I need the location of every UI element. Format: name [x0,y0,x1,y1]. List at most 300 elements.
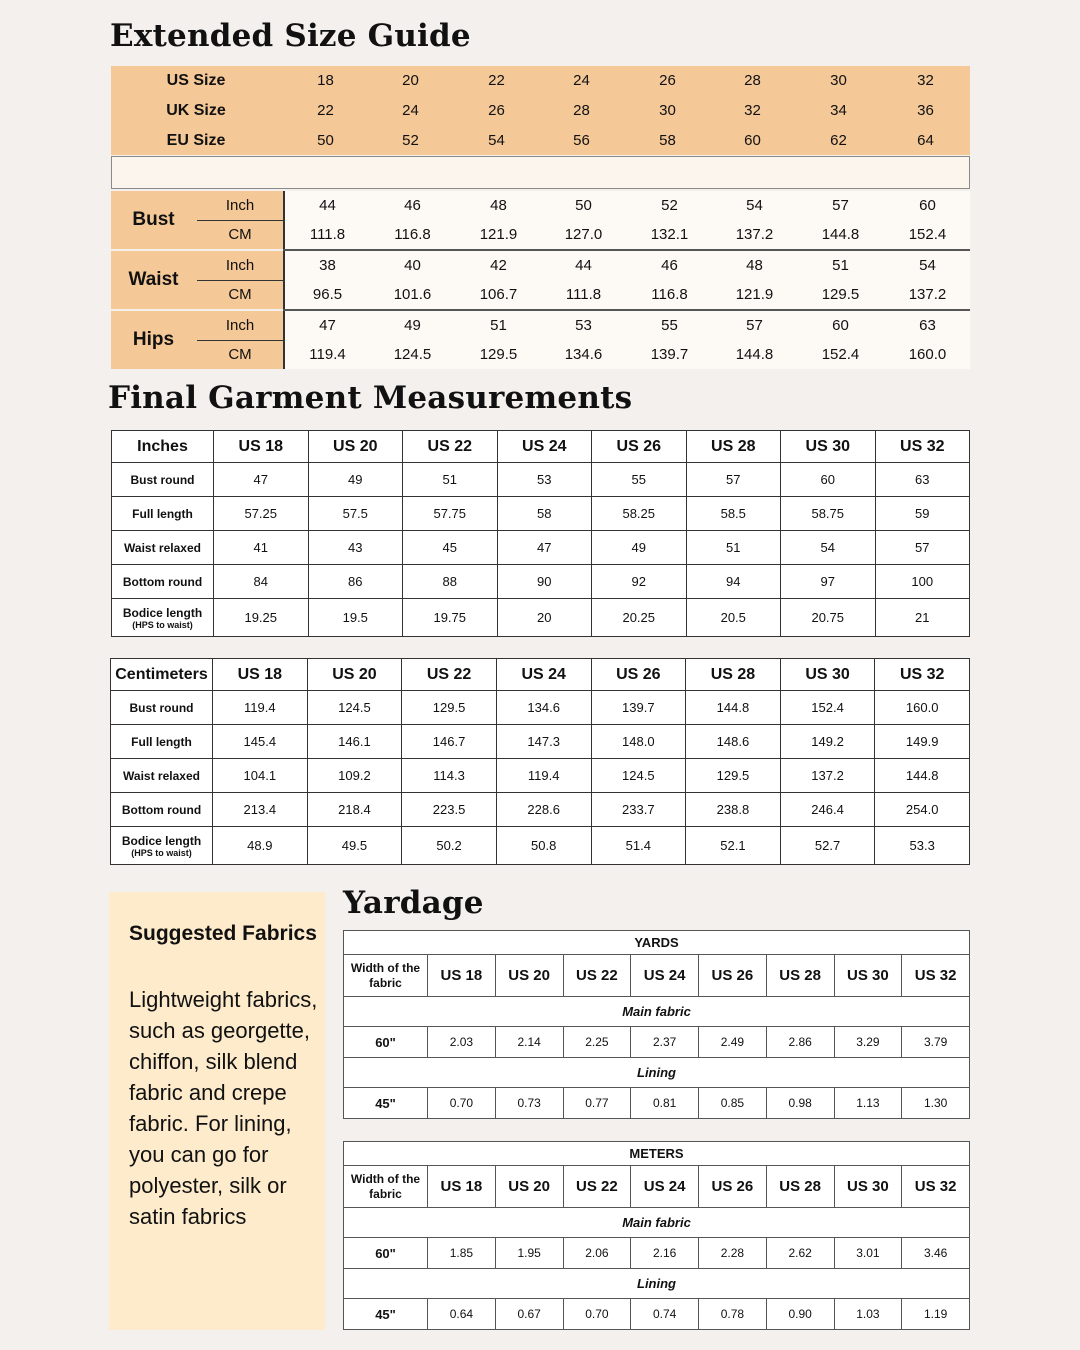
garment-cell: 86 [308,565,403,599]
yardage-value: 0.74 [631,1299,699,1330]
size-header-value: 26 [488,102,505,119]
garment-cell: 49 [308,463,403,497]
garment-cell: 51.4 [591,827,686,865]
garment-centimeters-table [110,658,970,865]
garment-cell: 148.0 [591,725,686,759]
garment-cell: 129.5 [686,759,781,793]
garment-row-label [111,691,213,725]
yardage-value: 0.64 [428,1299,496,1330]
garment-cell: 213.4 [213,793,308,827]
measurement-group-bust [111,191,970,249]
yardage-caption: YARDS [344,931,970,955]
measurement-value-cm: 111.8 [309,226,346,243]
yardage-value: 2.14 [495,1027,563,1058]
garment-row [112,599,970,637]
garment-row [112,463,970,497]
garment-cell: 58 [497,497,592,531]
garment-cell: 139.7 [591,691,686,725]
garment-cell: 51 [686,531,781,565]
garment-cell: 57 [875,531,970,565]
measurement-value-inch: 51 [490,317,507,334]
garment-size-header: US 22 [402,659,497,691]
yardage-value: 1.03 [834,1299,902,1330]
yardage-size-header: US 26 [699,1166,767,1208]
fabric-width-value: 45" [344,1299,428,1330]
measurement-value-cm: 101.6 [393,286,432,303]
measurement-value-inch: 51 [832,257,849,274]
size-header-value: 24 [402,102,419,119]
garment-cell: 246.4 [780,793,875,827]
measurement-value-cm: 129.5 [479,346,518,363]
size-header-value: 50 [317,132,334,149]
garment-cell: 104.1 [213,759,308,793]
yardage-value: 2.62 [766,1238,834,1269]
measurement-value-cm: 116.8 [651,286,688,303]
garment-cell: 124.5 [591,759,686,793]
measurement-value-inch: 48 [490,197,507,214]
garment-cell: 47 [497,531,592,565]
garment-cell: 146.7 [402,725,497,759]
garment-row [111,827,970,865]
yardage-value: 0.98 [766,1088,834,1119]
measurement-value-inch: 42 [490,257,507,274]
size-header-row [111,126,970,156]
measurement-value-cm: 121.9 [479,226,518,243]
garment-cell: 119.4 [496,759,591,793]
size-header-value: 64 [917,132,934,149]
garment-cell: 218.4 [307,793,402,827]
yardage-yards-table [343,930,970,1119]
size-header-value: 22 [488,72,505,89]
garment-cell: 59 [875,497,970,531]
garment-row [111,691,970,725]
garment-cell: 144.8 [875,759,970,793]
yardage-section-label: Main fabric [344,1208,970,1238]
garment-row-label-text: Bust round [130,472,195,487]
garment-cell: 47 [214,463,309,497]
measurement-value-cm: 111.8 [565,286,602,303]
yardage-size-header: US 18 [428,955,496,997]
yardage-size-header: US 32 [902,955,970,997]
garment-row [111,793,970,827]
yardage-size-header: US 24 [631,1166,699,1208]
garment-cell: 57 [686,463,781,497]
size-header-value: 24 [573,72,590,89]
yardage-value: 0.73 [495,1088,563,1119]
garment-size-header: US 22 [403,431,498,463]
garment-cell: 228.6 [496,793,591,827]
measurement-value-cm: 127.0 [564,226,603,243]
yardage-value: 2.16 [631,1238,699,1269]
garment-size-header: US 18 [213,659,308,691]
yardage-value: 1.85 [428,1238,496,1269]
garment-size-header: US 18 [214,431,309,463]
measurement-group-label-cell [111,311,283,369]
garment-row [111,725,970,759]
garment-cell: 124.5 [307,691,402,725]
size-header-value: 54 [488,132,505,149]
size-header-value: 18 [317,72,334,89]
measurement-value-inch: 52 [661,197,678,214]
measurement-value-inch: 55 [661,317,678,334]
size-header-value: 52 [402,132,419,149]
size-header-row [111,96,970,126]
fabric-width-value: 60" [344,1238,428,1269]
yardage-section-label: Main fabric [344,997,970,1027]
measurement-value-cm: 152.4 [821,346,860,363]
garment-size-header: US 26 [591,659,686,691]
garment-cell: 254.0 [875,793,970,827]
fabric-width-value: 60" [344,1027,428,1058]
garment-cell: 145.4 [213,725,308,759]
yardage-value-row [344,1238,970,1269]
measurement-values-cell [283,251,970,309]
size-header-value: 26 [659,72,676,89]
garment-cell: 20 [497,599,592,637]
measurement-group-name: Waist [128,269,179,290]
measurement-group-hips [111,311,970,369]
yardage-value: 2.86 [766,1027,834,1058]
garment-size-header: US 32 [875,431,970,463]
garment-cell: 48.9 [213,827,308,865]
garment-row-sublabel: (HPS to waist) [132,619,193,630]
measurement-value-cm: 121.9 [735,286,774,303]
measurement-value-cm: 137.2 [908,286,947,303]
garment-cell: 49 [592,531,687,565]
garment-cell: 52.1 [686,827,781,865]
garment-title: Final Garment Measurements [108,380,633,416]
measurement-values-cell [283,311,970,369]
yardage-value: 3.29 [834,1027,902,1058]
garment-row [112,497,970,531]
size-header-value: 28 [573,102,590,119]
yardage-value: 0.67 [495,1299,563,1330]
garment-cell: 92 [592,565,687,599]
garment-row-label-text: Bottom round [121,802,202,817]
measurement-value-inch: 54 [919,257,936,274]
measurement-group-label-cell [111,251,283,309]
garment-cell: 223.5 [402,793,497,827]
garment-row-label [112,463,214,497]
yardage-header-row [344,955,970,997]
size-header-value: 32 [744,102,761,119]
measurement-value-cm: 119.4 [309,346,346,363]
unit-label-inch: Inch [225,317,255,334]
garment-cell: 109.2 [307,759,402,793]
measurement-value-inch: 44 [319,197,336,214]
size-header-value: 30 [659,102,676,119]
yardage-size-header: US 30 [834,1166,902,1208]
yardage-header-row [344,1166,970,1208]
width-of-fabric-label: Width of the fabric [344,1166,428,1208]
yardage-value: 3.46 [902,1238,970,1269]
measurement-value-inch: 53 [575,317,592,334]
garment-cell: 50.2 [402,827,497,865]
garment-unit-header: Inches [112,431,214,463]
measurement-group-label-cell [111,191,283,249]
garment-cell: 233.7 [591,793,686,827]
yardage-size-header: US 24 [631,955,699,997]
garment-cell: 55 [592,463,687,497]
yardage-size-header: US 18 [428,1166,496,1208]
unit-label-cm: CM [228,286,252,303]
garment-size-header: US 30 [780,659,875,691]
yardage-size-header: US 20 [495,955,563,997]
measurement-value-inch: 44 [575,257,592,274]
yardage-value-row [344,1027,970,1058]
garment-cell: 114.3 [402,759,497,793]
yardage-value: 3.79 [902,1027,970,1058]
measurement-value-inch: 40 [404,257,421,274]
yardage-section-row [344,1269,970,1299]
garment-row-label-text: Full length [131,734,192,749]
garment-row-label-text: Bodice length [122,605,203,620]
yardage-size-header: US 22 [563,955,631,997]
garment-size-header: US 24 [497,431,592,463]
size-header-value: 36 [917,102,934,119]
garment-cell: 58.25 [592,497,687,531]
measurement-values-cell [283,191,970,249]
garment-size-header: US 28 [686,659,781,691]
garment-row-label [112,497,214,531]
yardage-section-row [344,1058,970,1088]
garment-header-row [111,659,970,691]
yardage-size-header: US 20 [495,1166,563,1208]
size-header-value: 30 [830,72,847,89]
measurement-value-inch: 48 [746,257,763,274]
garment-cell: 144.8 [686,691,781,725]
measurement-value-cm: 139.7 [650,346,689,363]
garment-size-header: US 20 [308,431,403,463]
garment-cell: 20.25 [592,599,687,637]
measurement-value-cm: 160.0 [908,346,947,363]
garment-size-header: US 30 [781,431,876,463]
yardage-size-header: US 30 [834,955,902,997]
garment-cell: 57.25 [214,497,309,531]
yardage-caption-row [344,1142,970,1166]
measurement-value-cm: 144.8 [735,346,774,363]
yardage-value-row [344,1299,970,1330]
garment-row-label [112,531,214,565]
yardage-value: 0.70 [428,1088,496,1119]
garment-cell: 20.5 [686,599,781,637]
garment-row [111,759,970,793]
garment-row-label-text: Bust round [129,700,194,715]
garment-header-row [112,431,970,463]
garment-cell: 137.2 [780,759,875,793]
garment-cell: 238.8 [686,793,781,827]
measurement-value-inch: 49 [404,317,421,334]
garment-size-header: US 20 [307,659,402,691]
garment-cell: 45 [403,531,498,565]
garment-cell: 119.4 [213,691,308,725]
garment-row-label-text: Bottom round [122,574,203,589]
garment-cell: 100 [875,565,970,599]
size-guide-table [111,66,970,370]
size-header-value: 60 [744,132,761,149]
garment-row [112,531,970,565]
measurement-value-inch: 54 [746,197,763,214]
yardage-value: 0.78 [699,1299,767,1330]
measurement-group-name: Bust [132,209,175,230]
garment-cell: 58.5 [686,497,781,531]
garment-size-header: US 32 [875,659,970,691]
measurement-value-inch: 47 [319,317,336,334]
measurement-value-inch: 46 [404,197,421,214]
yardage-value: 2.49 [699,1027,767,1058]
fabric-width-value: 45" [344,1088,428,1119]
measurement-value-cm: 129.5 [821,286,860,303]
measurement-value-cm: 144.8 [821,226,860,243]
garment-cell: 160.0 [875,691,970,725]
garment-size-header: US 24 [496,659,591,691]
fabrics-title: Suggested Fabrics [129,922,317,945]
garment-cell: 49.5 [307,827,402,865]
garment-cell: 84 [214,565,309,599]
yardage-section-label: Lining [344,1269,970,1299]
garment-cell: 148.6 [686,725,781,759]
measurement-value-cm: 124.5 [393,346,432,363]
garment-cell: 54 [781,531,876,565]
garment-cell: 149.9 [875,725,970,759]
yardage-value: 1.95 [495,1238,563,1269]
garment-row-label-text: Waist relaxed [123,768,200,783]
yardage-size-header: US 32 [902,1166,970,1208]
garment-cell: 19.5 [308,599,403,637]
garment-cell: 149.2 [780,725,875,759]
unit-label-inch: Inch [225,257,255,274]
measurement-value-inch: 57 [746,317,763,334]
size-header-row [111,66,970,96]
suggested-fabrics-box [109,892,325,1330]
size-header-value: 22 [317,102,334,119]
garment-row-sublabel: (HPS to waist) [131,847,192,858]
measurement-value-cm: 134.6 [564,346,603,363]
size-header-block [111,66,970,155]
garment-cell: 88 [403,565,498,599]
yardage-value: 2.25 [563,1027,631,1058]
measurement-value-inch: 60 [832,317,849,334]
garment-cell: 63 [875,463,970,497]
garment-cell: 152.4 [780,691,875,725]
measurement-group-waist [111,251,970,309]
garment-cell: 57.75 [403,497,498,531]
garment-row-label [111,793,213,827]
size-header-value: 34 [830,102,847,119]
size-header-label: EU Size [166,132,226,149]
size-guide-title: Extended Size Guide [110,18,471,54]
yardage-value: 1.13 [834,1088,902,1119]
yardage-size-header: US 28 [766,955,834,997]
yardage-caption-row [344,931,970,955]
garment-cell: 58.75 [781,497,876,531]
garment-cell: 134.6 [496,691,591,725]
unit-label-cm: CM [228,346,252,363]
size-header-value: 20 [402,72,419,89]
unit-label-cm: CM [228,226,252,243]
width-of-fabric-label: Width of the fabric [344,955,428,997]
spacer-bar [111,156,970,189]
yardage-section-label: Lining [344,1058,970,1088]
garment-cell: 97 [781,565,876,599]
measurement-value-inch: 57 [832,197,849,214]
garment-cell: 90 [497,565,592,599]
garment-row-label [111,725,213,759]
garment-cell: 19.25 [214,599,309,637]
garment-cell: 21 [875,599,970,637]
measurement-value-inch: 60 [919,197,936,214]
size-header-label: UK Size [166,102,226,119]
measurement-value-cm: 106.7 [479,286,518,303]
yardage-value: 3.01 [834,1238,902,1269]
yardage-value: 2.06 [563,1238,631,1269]
measurement-value-cm: 116.8 [394,226,431,243]
yardage-value: 0.70 [563,1299,631,1330]
garment-cell: 94 [686,565,781,599]
garment-row-label-text: Waist relaxed [124,540,201,555]
yardage-value: 0.85 [699,1088,767,1119]
yardage-value: 2.37 [631,1027,699,1058]
measurement-value-cm: 152.4 [908,226,947,243]
measurement-value-cm: 96.5 [312,286,343,303]
garment-row [112,565,970,599]
garment-inches-table [111,430,970,637]
size-header-value: 62 [830,132,847,149]
garment-cell: 57.5 [308,497,403,531]
yardage-value: 2.03 [428,1027,496,1058]
yardage-caption: METERS [344,1142,970,1166]
yardage-section-row [344,997,970,1027]
yardage-value: 2.28 [699,1238,767,1269]
garment-cell: 146.1 [307,725,402,759]
garment-row-label-text: Bodice length [121,833,202,848]
garment-size-header: US 28 [686,431,781,463]
garment-row-label [111,827,213,865]
yardage-title: Yardage [343,885,484,921]
measurement-value-cm: 137.2 [735,226,774,243]
yardage-size-header: US 22 [563,1166,631,1208]
yardage-value: 0.81 [631,1088,699,1119]
yardage-value-row [344,1088,970,1119]
yardage-value: 0.90 [766,1299,834,1330]
measurement-value-inch: 46 [661,257,678,274]
yardage-size-header: US 26 [699,955,767,997]
garment-row-label [112,565,214,599]
measurement-value-inch: 50 [575,197,592,214]
unit-label-inch: Inch [225,197,255,214]
garment-unit-header: Centimeters [111,659,213,691]
size-header-value: 32 [917,72,934,89]
size-header-value: 56 [573,132,590,149]
garment-cell: 20.75 [781,599,876,637]
garment-row-label-text: Full length [132,506,193,521]
yardage-value: 1.19 [902,1299,970,1330]
garment-cell: 19.75 [403,599,498,637]
garment-cell: 51 [403,463,498,497]
garment-cell: 53 [497,463,592,497]
garment-row-label [112,599,214,637]
garment-cell: 52.7 [780,827,875,865]
garment-cell: 129.5 [402,691,497,725]
garment-size-header: US 26 [592,431,687,463]
measurement-value-cm: 132.1 [650,226,689,243]
garment-row-label [111,759,213,793]
yardage-value: 0.77 [563,1088,631,1119]
yardage-size-header: US 28 [766,1166,834,1208]
measurement-value-inch: 38 [319,257,336,274]
size-header-value: 28 [744,72,761,89]
yardage-value: 1.30 [902,1088,970,1119]
